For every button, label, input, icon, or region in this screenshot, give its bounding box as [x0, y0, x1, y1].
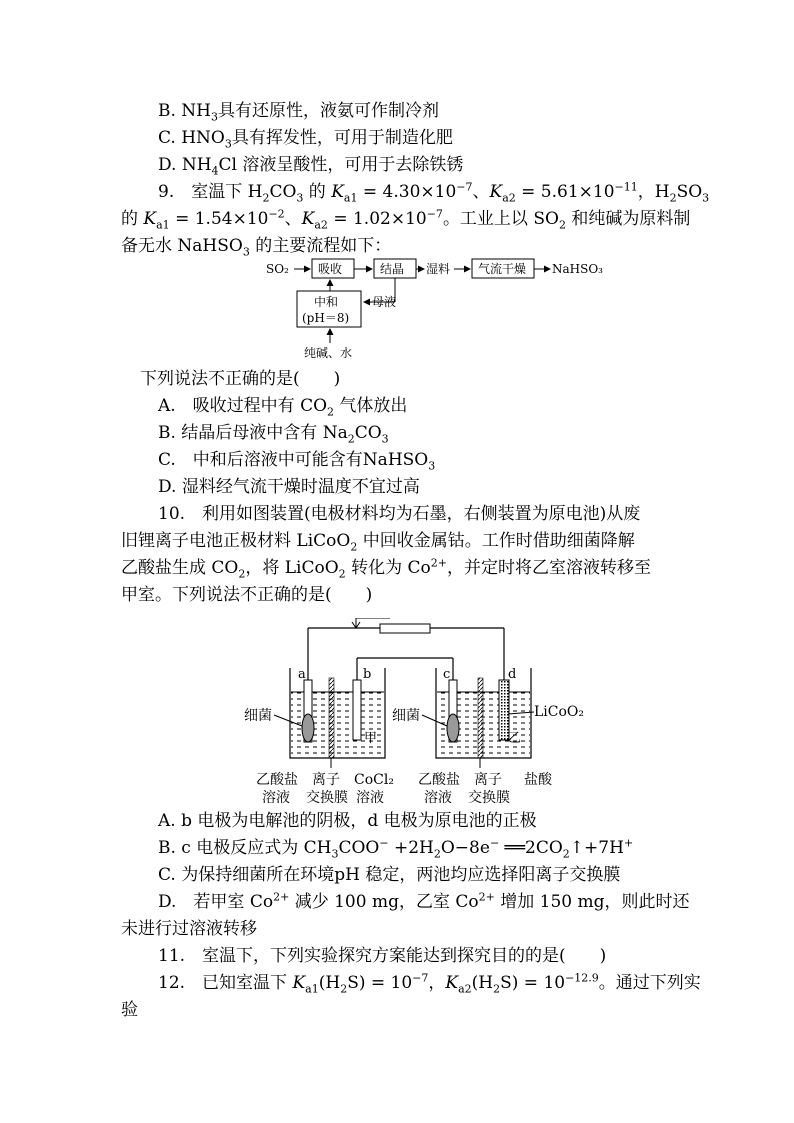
- label-bacteria-left: 细菌: [244, 708, 272, 724]
- q10-option-c: C. 为保持细菌所在环境pH 稳定，两池均应选择阳离子交换膜: [158, 865, 621, 885]
- label-ion-right: 离子: [474, 772, 502, 788]
- label-acetate-right: 乙酸盐: [418, 772, 460, 788]
- left-cell: [290, 667, 385, 758]
- q11-stem: 11. 室温下，下列实验探究方案能达到探究目的的是( ): [158, 946, 607, 966]
- q10-stem-line2: 旧锂离子电池正极材料 LiCoO$_2$ 中回收金属钴。工作时借助细菌降解: [121, 531, 635, 554]
- label-acetate-left: 乙酸盐: [256, 772, 298, 788]
- label-d: d: [508, 667, 517, 682]
- label-a: a: [298, 667, 306, 682]
- label-membrane-left: 交换膜: [306, 790, 348, 806]
- q8-option-c: C. $HNO_3$具有挥发性，可用于制造化肥: [158, 128, 453, 151]
- label-solution-left: 溶液: [262, 790, 290, 806]
- q10-stem-line4: 甲室。下列说法不正确的是( ): [121, 585, 373, 605]
- q9-stem-line3: 备无水 NaHSO$_3$ 的主要流程如下：: [121, 236, 392, 259]
- flow-dry: 气流干燥: [478, 262, 527, 276]
- q9-option-a: A. 吸收过程中有 $CO_2$ 气体放出: [158, 396, 408, 419]
- q9-option-b: B. 结晶后母液中含有 $Na_2CO_3$: [158, 423, 389, 446]
- q9-stem-line2: 的 $K_{a1} = 1.54\times 10^{-2}$、$K_{a2} = 1.02\times 10^{-7}$。工业上以 $SO_2$ 和纯碱为原料制: [121, 207, 691, 232]
- label-licoo2: LiCoO₂: [534, 704, 585, 720]
- q9-question: 下列说法不正确的是( ): [140, 369, 341, 389]
- label-ion-left: 离子: [312, 772, 340, 788]
- label-yi: 乙: [508, 731, 522, 746]
- flow-neutral1: 中和: [314, 295, 339, 309]
- q10-stem-line3: 乙酸盐生成 $CO_2$，将 LiCoO$_2$ 转化为 $Co^{2+}$，并定时将乙室溶液转移至: [121, 556, 651, 581]
- resistor: [380, 624, 430, 633]
- q9-option-d: D. 湿料经气流干燥时温度不宜过高: [158, 477, 420, 497]
- label-c: c: [443, 667, 451, 682]
- q10-option-d-line1: D. 若甲室 $Co^{2+}$ 减少 100 mg，乙室 $Co^{2+}$ 增加 150 mg，则此时还: [158, 890, 690, 912]
- label-hcl: 盐酸: [524, 772, 552, 788]
- flow-soda: 纯碱、水: [304, 346, 353, 360]
- q10-option-a: A. b 电极为电解池的阴极，d 电极为原电池的正极: [158, 811, 537, 831]
- q9-flow-diagram: [264, 255, 614, 363]
- flow-so2: SO₂: [266, 262, 289, 276]
- label-solution-right: 溶液: [424, 790, 452, 806]
- q8-option-d: D. $NH_4Cl$ 溶液呈酸性，可用于去除铁锈: [158, 155, 464, 178]
- flow-crystal: 结晶: [380, 262, 405, 276]
- flow-mother: 母液: [372, 295, 397, 309]
- label-solution-cocl2: 溶液: [356, 790, 384, 806]
- label-jia: 甲: [364, 731, 378, 746]
- q8-option-b: B. $NH_3$具有还原性，液氨可作制冷剂: [158, 101, 440, 124]
- label-b: b: [363, 667, 372, 682]
- q10-stem-line1: 10. 利用如图装置(电极材料均为石墨，右侧装置为原电池)从废: [158, 504, 641, 524]
- flow-product: NaHSO₃: [552, 262, 603, 276]
- flow-wet: 湿料: [426, 262, 451, 276]
- q9-stem-line1: 9. 室温下 $H_2CO_3$ 的 $K_{a1} = 4.30\times 10^{-7}$、$K_{a2} = 5.61\times 10^{-11}$，$H_2SO_3$: [158, 180, 710, 205]
- label-membrane-right: 交换膜: [468, 790, 510, 806]
- flow-neutral2: (pH＝8): [302, 311, 350, 325]
- q9-option-c: C. 中和后溶液中可能含有NaHSO$_3$: [158, 450, 436, 473]
- q12-stem-line2: 验: [121, 1000, 138, 1020]
- right-cell: [436, 667, 531, 758]
- label-bacteria-right: 细菌: [392, 708, 420, 724]
- label-cocl2: CoCl₂: [354, 772, 394, 788]
- q12-stem-line1: 12. 已知室温下 $K_{a1}(H_2S) = 10^{-7}$，$K_{a2}(H_2S) = 10^{-12.9}$。通过下列实: [158, 971, 701, 996]
- q10-option-b: B. c 电极反应式为 $CH_3COO^- +2H_2O-8e^-$ $══2CO_2↑+7H^+$: [158, 836, 634, 861]
- q10-option-d-line2: 未进行过溶液转移: [121, 919, 257, 939]
- q10-cell-figure: [240, 618, 600, 810]
- flow-absorb: 吸收: [318, 262, 343, 276]
